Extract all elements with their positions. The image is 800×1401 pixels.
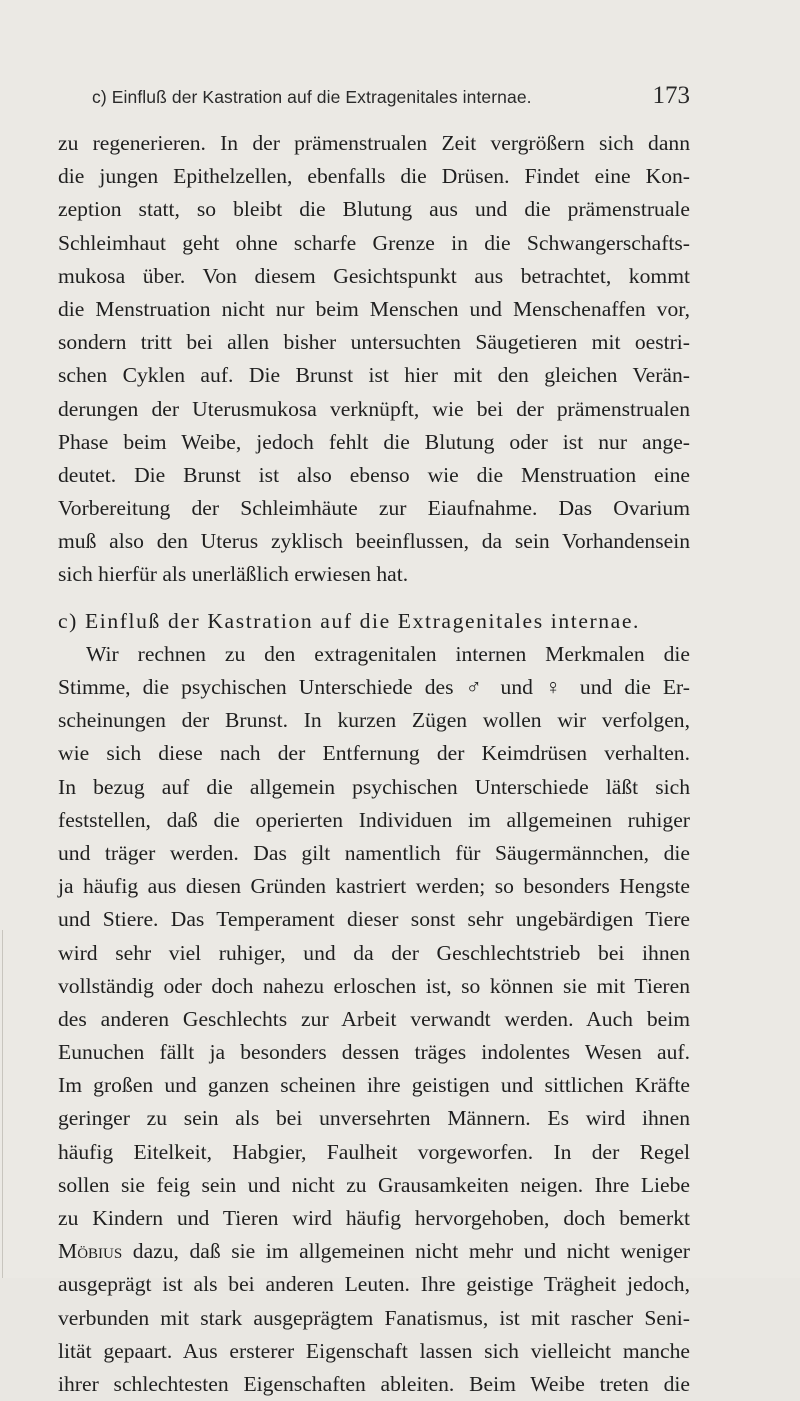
- text-line: zu regenerieren. In der prämenstrualen Zeit vergrößern sich dann: [58, 131, 690, 155]
- text-line: In bezug auf die allgemein psychischen Unterschiede läßt sich: [58, 774, 690, 799]
- text-line: sich hierfür als unerläßlich erwiesen hat.: [58, 562, 409, 587]
- page-edge-shadow: [2, 930, 3, 1278]
- text-line: häufig Eitelkeit, Habgier, Faulheit vorgeworfen. In der Regel: [58, 1139, 690, 1164]
- text-line: wie sich diese nach der Entfernung der Keimdrüsen verhalten.: [58, 741, 690, 766]
- text-line: sollen sie feig sein und nicht zu Grausamkeiten neigen. Ihre Liebe: [58, 1172, 690, 1197]
- text-line: wird sehr viel ruhiger, und da der Geschlechtstrieb bei ihnen: [58, 940, 690, 965]
- text-fragment: dazu, daß sie im allgemeinen nicht mehr und nicht weniger: [132, 1239, 690, 1264]
- section-gap: [58, 592, 690, 605]
- text-line: Stimme, die psychischen Unterschiede des ♂ und ♀ und die Er-: [58, 675, 690, 699]
- text-line: und träger werden. Das gilt namentlich für Säugermännchen, die: [58, 840, 690, 865]
- text-line: Im großen und ganzen scheinen ihre geistigen und sittlichen Kräfte: [58, 1073, 690, 1098]
- text-line: und Stiere. Das Temperament dieser sonst sehr ungebärdigen Tiere: [58, 907, 690, 932]
- text-line: die jungen Epithelzellen, ebenfalls die Drüsen. Findet eine Kon-: [58, 164, 690, 189]
- text-line: Eunuchen fällt ja besonders dessen träges indolentes Wesen auf.: [58, 1040, 690, 1065]
- text-line: des anderen Geschlechts zur Arbeit verwandt werden. Auch beim: [58, 1006, 690, 1031]
- running-title: c) Einfluß der Kastration auf die Extragenitales internae.: [92, 87, 532, 107]
- paragraph-1: [58, 127, 690, 592]
- text-line: mukosa über. Von diesem Gesichtspunkt aus betrachtet, kommt: [58, 263, 690, 288]
- author-name-mobius: Möbius: [58, 1239, 123, 1264]
- text-line: Vorbereitung der Schleimhäute zur Eiaufnahme. Das Ovarium: [58, 496, 690, 521]
- text-line: geringer zu sein als bei unversehrten Männern. Es wird ihnen: [58, 1106, 690, 1131]
- text-line: muß also den Uterus zyklisch beeinflussen, da sein Vorhandensein: [58, 529, 690, 554]
- text-line: vollständig oder doch nahezu erloschen ist, so können sie mit Tieren: [58, 973, 690, 998]
- text-line: schen Cyklen auf. Die Brunst ist hier mit den gleichen Verän-: [58, 363, 690, 388]
- text-line: zu Kindern und Tieren wird häufig hervorgehoben, doch bemerkt: [58, 1206, 690, 1230]
- text-line: Schleimhaut geht ohne scharfe Grenze in die Schwangerschafts-: [58, 230, 690, 255]
- running-head: [92, 82, 690, 116]
- text-line: derungen der Uterusmukosa verknüpft, wie bei der prämenstrualen: [58, 396, 690, 421]
- body-text: [58, 127, 690, 1401]
- text-line: die Menstruation nicht nur beim Menschen und Menschenaffen vor,: [58, 296, 690, 321]
- text-line: scheinungen der Brunst. In kurzen Zügen wollen wir verfolgen,: [58, 708, 690, 733]
- text-line: sondern tritt bei allen bisher untersuchten Säugetieren mit oestri-: [58, 330, 690, 355]
- page-number: 173: [652, 82, 690, 109]
- text-line: feststellen, daß die operierten Individuen im allgemeinen ruhiger: [58, 807, 690, 832]
- text-line: zeption statt, so bleibt die Blutung aus und die prämenstruale: [58, 197, 690, 222]
- section-heading: c) Einfluß der Kastration auf die Extragenitales internae.: [58, 608, 641, 633]
- text-line: Wir rechnen zu den extragenitalen internen Merkmalen die: [86, 641, 690, 666]
- text-line: ihrer schlechtesten Eigenschaften ableiten. Beim Weibe treten die: [58, 1371, 690, 1396]
- text-line: ja häufig aus diesen Gründen kastriert werden; so besonders Hengste: [58, 874, 690, 899]
- text-line: verbunden mit stark ausgeprägtem Fanatismus, ist mit rascher Seni-: [58, 1305, 690, 1330]
- text-line: deutet. Die Brunst ist also ebenso wie die Menstruation eine: [58, 462, 690, 487]
- text-line: Phase beim Weibe, jedoch fehlt die Blutung oder ist nur ange-: [58, 429, 690, 454]
- text-line: ausgeprägt ist als bei anderen Leuten. Ihre geistige Trägheit jedoch,: [58, 1272, 690, 1297]
- paragraph-2: [58, 638, 690, 1401]
- text-line: [58, 1235, 690, 1268]
- text-line: lität gepaart. Aus ersterer Eigenschaft lassen sich vielleicht manche: [58, 1338, 690, 1363]
